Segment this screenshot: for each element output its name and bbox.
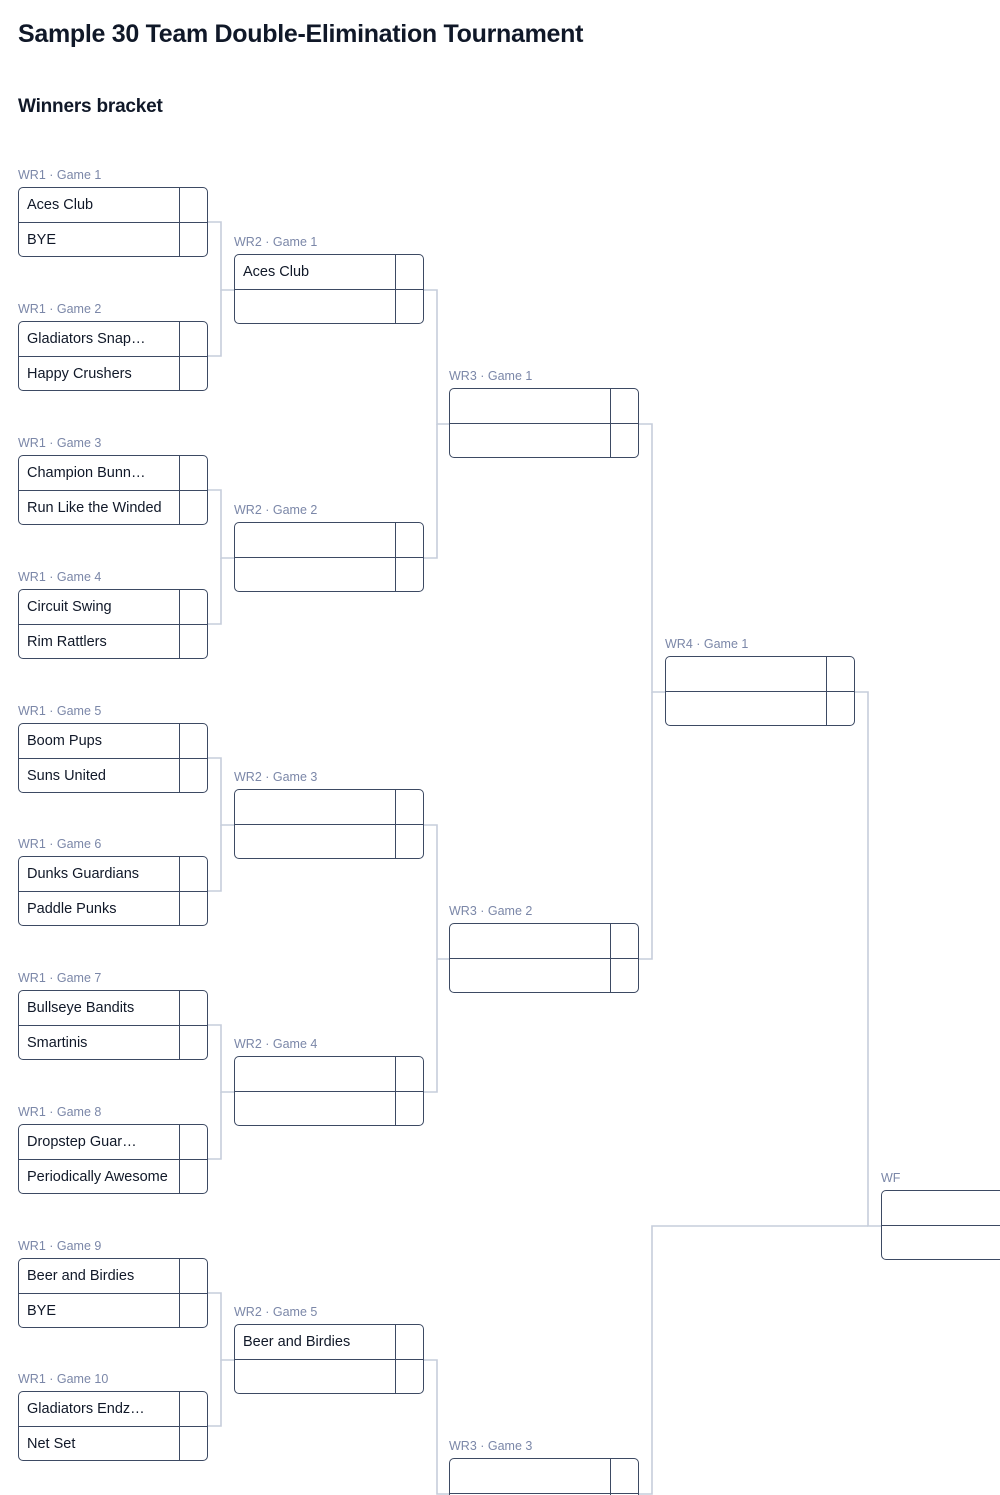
match-wr1g2[interactable] — [18, 301, 208, 391]
match-box[interactable] — [18, 990, 208, 1060]
team-score[interactable] — [610, 924, 638, 958]
match-slot[interactable] — [19, 991, 207, 1025]
team-score[interactable] — [179, 491, 207, 524]
match-label: WR1 · Game 1 — [18, 168, 102, 182]
match-box[interactable] — [449, 388, 639, 458]
connector-line — [208, 290, 221, 356]
match-slot[interactable] — [19, 724, 207, 758]
match-wr2g3[interactable] — [234, 769, 424, 859]
team-score[interactable] — [179, 357, 207, 390]
team-name — [450, 1459, 610, 1493]
connector-line — [424, 1360, 449, 1494]
connector-line — [639, 692, 652, 959]
team-name: Dunks Guardians — [27, 866, 140, 882]
team-name — [235, 1057, 395, 1091]
match-slot[interactable] — [19, 490, 207, 524]
team-score[interactable] — [395, 1092, 423, 1125]
match-box[interactable] — [18, 187, 208, 257]
match-slot[interactable] — [450, 958, 638, 992]
match-slot[interactable] — [19, 222, 207, 256]
match-box[interactable] — [234, 1324, 424, 1394]
team-score[interactable] — [179, 892, 207, 925]
match-slot[interactable] — [19, 758, 207, 792]
match-wr3g2[interactable] — [449, 903, 639, 993]
team-score[interactable] — [610, 959, 638, 992]
match-wr1g5[interactable] — [18, 703, 208, 793]
match-box[interactable] — [234, 254, 424, 324]
team-score[interactable] — [179, 1392, 207, 1426]
match-box[interactable] — [18, 455, 208, 525]
match-label: WR3 · Game 2 — [449, 904, 533, 918]
match-box[interactable] — [234, 522, 424, 592]
match-wr1g3[interactable] — [18, 435, 208, 525]
match-label: WR1 · Game 5 — [18, 704, 102, 718]
team-name: Boom Pups — [27, 733, 102, 749]
match-label: WR4 · Game 1 — [665, 637, 749, 651]
connector-line — [855, 692, 881, 1226]
match-slot[interactable] — [450, 924, 638, 958]
team-score[interactable] — [179, 223, 207, 256]
match-wr2g1[interactable] — [234, 234, 424, 324]
team-name: Gladiators Endz… — [27, 1401, 145, 1417]
match-label: WR1 · Game 6 — [18, 837, 102, 851]
match-slot[interactable] — [882, 1225, 1000, 1259]
team-score[interactable] — [179, 724, 207, 758]
connector-line — [208, 1025, 234, 1092]
match-wr3g1[interactable] — [449, 368, 639, 458]
match-wr2g2[interactable] — [234, 502, 424, 592]
team-name: Run Like the Winded — [27, 499, 162, 516]
match-wr2g5[interactable] — [234, 1304, 424, 1394]
team-score[interactable] — [179, 759, 207, 792]
match-label: WR1 · Game 9 — [18, 1239, 102, 1253]
team-name: Gladiators Snap… — [27, 331, 146, 347]
match-box[interactable] — [18, 723, 208, 793]
team-name — [666, 692, 826, 725]
match-slot[interactable] — [235, 523, 423, 557]
match-box[interactable] — [18, 1391, 208, 1461]
match-box[interactable] — [234, 789, 424, 859]
team-name: Bullseye Bandits — [27, 1000, 135, 1016]
team-score[interactable] — [179, 322, 207, 356]
team-name: BYE — [27, 1302, 57, 1319]
match-wr1g9[interactable] — [18, 1238, 208, 1328]
team-score[interactable] — [395, 290, 423, 323]
match-slot[interactable] — [235, 790, 423, 824]
team-name — [235, 290, 395, 323]
team-score[interactable] — [610, 389, 638, 423]
team-score[interactable] — [610, 1459, 638, 1493]
match-slot[interactable] — [235, 255, 423, 289]
match-label: WR1 · Game 2 — [18, 302, 102, 316]
connector-line — [208, 825, 221, 891]
connector-line — [639, 1226, 868, 1494]
team-name: Paddle Punks — [27, 900, 117, 917]
match-label: WR2 · Game 1 — [234, 235, 318, 249]
connector-line — [208, 222, 234, 290]
match-slot[interactable] — [19, 1426, 207, 1460]
match-slot[interactable] — [19, 590, 207, 624]
match-wr1g10[interactable] — [18, 1371, 208, 1461]
team-score[interactable] — [610, 424, 638, 457]
match-label: WR1 · Game 3 — [18, 436, 102, 450]
team-score[interactable] — [395, 523, 423, 557]
match-label: WF — [881, 1171, 901, 1185]
match-box[interactable] — [18, 1124, 208, 1194]
match-slot[interactable] — [235, 557, 423, 591]
match-slot[interactable] — [235, 1325, 423, 1359]
match-wr1g4[interactable] — [18, 569, 208, 659]
match-box[interactable] — [18, 321, 208, 391]
connector-line — [424, 424, 437, 558]
connector-line — [208, 558, 221, 624]
team-name: Dropstep Guar… — [27, 1134, 137, 1150]
team-name — [666, 657, 826, 691]
team-score[interactable] — [179, 625, 207, 658]
match-slot[interactable] — [19, 1025, 207, 1059]
team-name: Aces Club — [243, 264, 310, 280]
team-name — [450, 424, 610, 457]
match-slot[interactable] — [19, 456, 207, 490]
match-wr4g1[interactable] — [665, 636, 855, 726]
team-name: Net Set — [27, 1435, 76, 1452]
match-box[interactable] — [449, 923, 639, 993]
team-name — [235, 825, 395, 858]
match-box[interactable] — [18, 589, 208, 659]
team-name: BYE — [27, 231, 57, 248]
match-label: WR1 · Game 8 — [18, 1105, 102, 1119]
match-slot[interactable] — [19, 1293, 207, 1327]
match-box[interactable] — [18, 856, 208, 926]
match-wr1g7[interactable] — [18, 970, 208, 1060]
team-score[interactable] — [395, 1325, 423, 1359]
connector-line — [424, 290, 449, 424]
match-box[interactable] — [234, 1056, 424, 1126]
team-name: Rim Rattlers — [27, 633, 107, 650]
section-title: Winners bracket — [18, 96, 163, 117]
team-score[interactable] — [179, 1125, 207, 1159]
match-slot[interactable] — [19, 1259, 207, 1293]
match-label: WR2 · Game 5 — [234, 1305, 318, 1319]
match-slot[interactable] — [666, 691, 854, 725]
match-slot[interactable] — [19, 1159, 207, 1193]
match-slot[interactable] — [235, 1359, 423, 1393]
connector-line — [208, 1092, 221, 1159]
match-slot[interactable] — [235, 289, 423, 323]
match-wr3g3[interactable] — [449, 1438, 639, 1495]
team-name — [450, 389, 610, 423]
team-score[interactable] — [179, 1294, 207, 1327]
connector-line — [424, 959, 437, 1092]
match-label: WR1 · Game 10 — [18, 1372, 109, 1386]
team-name: Happy Crushers — [27, 365, 132, 382]
team-name — [450, 924, 610, 958]
team-score[interactable] — [826, 692, 854, 725]
team-score[interactable] — [179, 857, 207, 891]
team-score[interactable] — [395, 1360, 423, 1393]
match-slot[interactable] — [450, 1459, 638, 1493]
match-label: WR2 · Game 3 — [234, 770, 318, 784]
connector-line — [208, 490, 234, 558]
team-name — [235, 523, 395, 557]
connector-line — [208, 758, 234, 825]
team-score[interactable] — [826, 657, 854, 691]
team-score[interactable] — [395, 255, 423, 289]
team-name — [450, 959, 610, 992]
match-slot[interactable] — [235, 824, 423, 858]
match-slot[interactable] — [19, 891, 207, 925]
team-name — [882, 1191, 1000, 1225]
match-label: WR3 · Game 3 — [449, 1439, 533, 1453]
team-name — [882, 1226, 1000, 1259]
connector-line — [639, 424, 665, 692]
team-score[interactable] — [395, 790, 423, 824]
match-slot[interactable] — [235, 1091, 423, 1125]
team-score[interactable] — [395, 558, 423, 591]
connector-line — [424, 825, 449, 959]
team-name: Beer and Birdies — [27, 1268, 135, 1284]
team-name — [235, 1092, 395, 1125]
team-score[interactable] — [179, 1160, 207, 1193]
team-score[interactable] — [179, 456, 207, 490]
match-wr1g1[interactable] — [18, 167, 208, 257]
connector-line — [208, 1293, 234, 1360]
match-label: WR1 · Game 4 — [18, 570, 102, 584]
match-wr1g6[interactable] — [18, 836, 208, 926]
match-slot[interactable] — [19, 1125, 207, 1159]
match-wf[interactable] — [881, 1170, 1000, 1260]
match-slot[interactable] — [19, 188, 207, 222]
match-slot[interactable] — [235, 1057, 423, 1091]
team-name: Aces Club — [27, 197, 94, 213]
team-score[interactable] — [395, 1057, 423, 1091]
match-slot[interactable] — [450, 389, 638, 423]
connector-line — [208, 1360, 221, 1426]
match-wr2g4[interactable] — [234, 1036, 424, 1126]
team-score[interactable] — [179, 188, 207, 222]
team-score[interactable] — [179, 991, 207, 1025]
team-name: Smartinis — [27, 1034, 88, 1051]
team-name — [235, 790, 395, 824]
team-name: Beer and Birdies — [243, 1334, 351, 1350]
match-wr1g8[interactable] — [18, 1104, 208, 1194]
match-slot[interactable] — [450, 423, 638, 457]
team-score[interactable] — [179, 1259, 207, 1293]
team-name: Champion Bunn… — [27, 465, 146, 481]
match-label: WR1 · Game 7 — [18, 971, 102, 985]
team-name: Circuit Swing — [27, 599, 112, 615]
match-slot[interactable] — [19, 322, 207, 356]
match-slot[interactable] — [19, 1392, 207, 1426]
team-score[interactable] — [179, 1427, 207, 1460]
team-score[interactable] — [179, 590, 207, 624]
team-name: Periodically Awesome — [27, 1168, 168, 1185]
team-name — [235, 1360, 395, 1393]
match-label: WR3 · Game 1 — [449, 369, 533, 383]
team-name — [235, 558, 395, 591]
match-box[interactable] — [665, 656, 855, 726]
match-slot[interactable] — [882, 1191, 1000, 1225]
team-score[interactable] — [179, 1026, 207, 1059]
match-box[interactable] — [881, 1190, 1000, 1260]
match-label: WR2 · Game 2 — [234, 503, 318, 517]
match-slot[interactable] — [19, 624, 207, 658]
match-slot[interactable] — [19, 356, 207, 390]
page-title: Sample 30 Team Double-Elimination Tournament — [18, 20, 584, 48]
match-box[interactable] — [18, 1258, 208, 1328]
match-box[interactable] — [449, 1458, 639, 1495]
match-slot[interactable] — [19, 857, 207, 891]
team-score[interactable] — [395, 825, 423, 858]
match-slot[interactable] — [666, 657, 854, 691]
match-label: WR2 · Game 4 — [234, 1037, 318, 1051]
team-name: Suns United — [27, 767, 106, 784]
